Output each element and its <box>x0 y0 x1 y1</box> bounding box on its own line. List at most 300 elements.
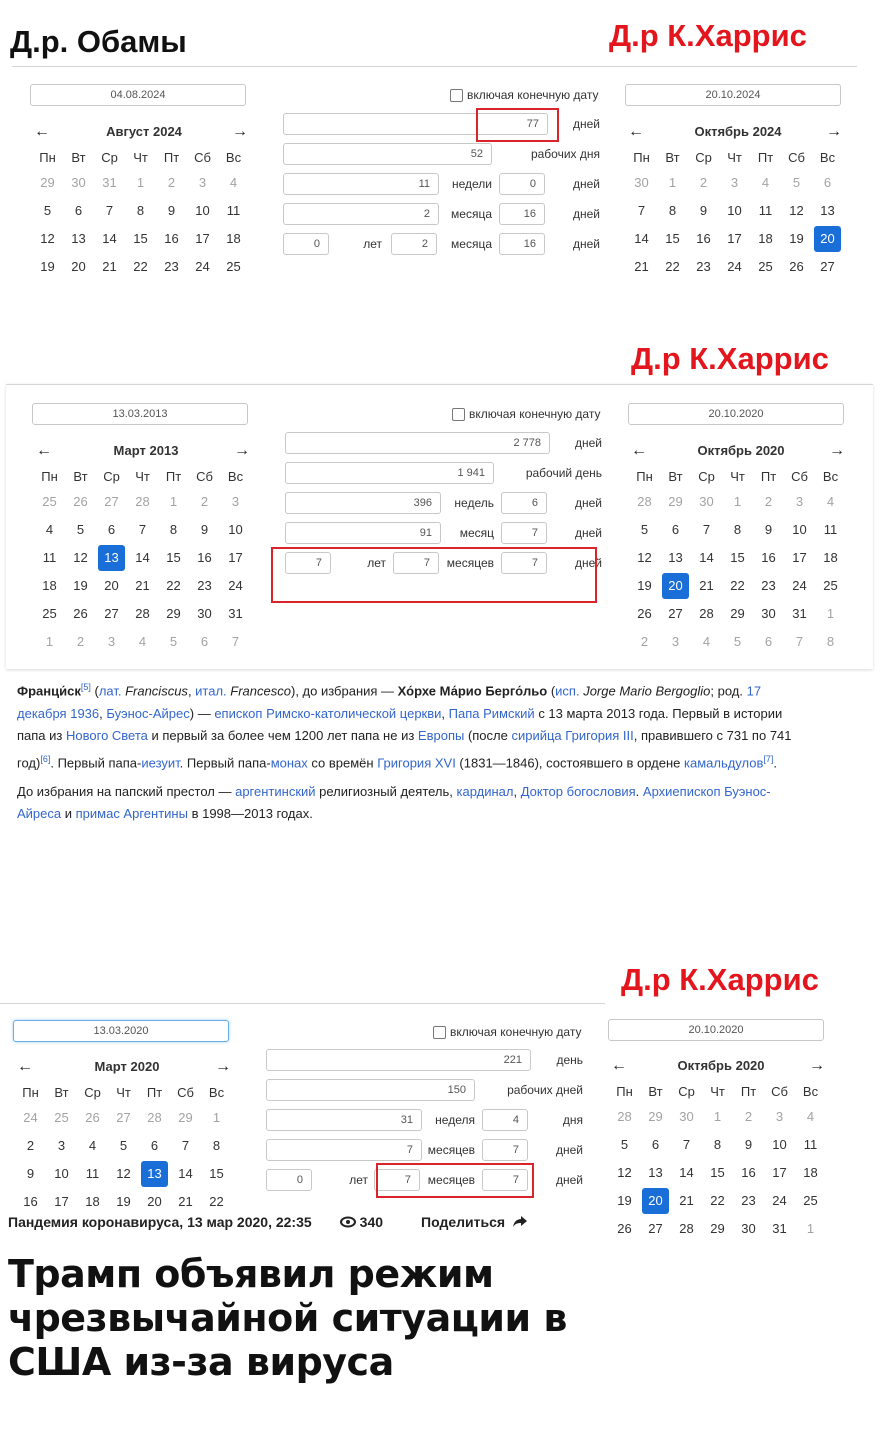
prev-month-arrow-icon[interactable]: ← <box>34 123 50 140</box>
ym-days-field[interactable]: 7 <box>482 1169 528 1191</box>
day-cell[interactable]: 5 <box>119 1138 128 1153</box>
day-cell[interactable]: 18 <box>758 231 773 246</box>
day-cell[interactable]: 11 <box>758 203 773 218</box>
day-cell[interactable]: 9 <box>744 1137 753 1152</box>
ym-days-field[interactable]: 7 <box>501 552 547 574</box>
day-cell[interactable]: 27 <box>116 1110 131 1125</box>
day-cell[interactable]: 9 <box>26 1166 35 1181</box>
day-cell[interactable]: 1 <box>826 606 835 621</box>
article-link[interactable]: 1936 <box>70 705 100 721</box>
article-link[interactable]: монах <box>270 755 308 771</box>
day-cell[interactable]: 1 <box>212 1110 221 1125</box>
months-field[interactable]: 91 <box>285 522 441 544</box>
day-cell[interactable]: 19 <box>637 578 652 593</box>
day-cell[interactable]: 23 <box>197 578 212 593</box>
date-calculator-2 <box>6 384 873 669</box>
day-cell[interactable]: 5 <box>169 634 178 649</box>
day-cell[interactable]: 15 <box>209 1166 224 1181</box>
day-cell[interactable]: 4 <box>88 1138 97 1153</box>
day-cell[interactable]: 25 <box>823 578 838 593</box>
day-cell[interactable]: 1 <box>668 175 677 190</box>
day-cell[interactable]: 26 <box>617 1221 632 1236</box>
weeks-field[interactable]: 11 <box>283 173 439 195</box>
day-cell[interactable]: 24 <box>792 578 807 593</box>
day-cell[interactable]: 11 <box>823 522 838 537</box>
total-days-field[interactable]: 221 <box>266 1049 531 1071</box>
day-cell[interactable]: 30 <box>634 175 649 190</box>
day-cell[interactable]: 6 <box>150 1138 159 1153</box>
day-cell[interactable]: 12 <box>617 1165 632 1180</box>
day-cell[interactable]: 21 <box>634 259 649 274</box>
day-cell[interactable]: 26 <box>789 259 804 274</box>
day-cell[interactable]: 30 <box>71 175 86 190</box>
day-cell[interactable]: 9 <box>200 522 209 537</box>
total-days-field[interactable]: 77 <box>283 113 548 135</box>
calendar-month-title: Март 2020 <box>94 1059 160 1074</box>
day-cell[interactable]: 17 <box>772 1165 787 1180</box>
weeks-days-field[interactable]: 4 <box>482 1109 528 1131</box>
ym-months-field[interactable]: 7 <box>374 1169 420 1191</box>
day-cell[interactable]: 2 <box>200 494 209 509</box>
day-cell[interactable]: 3 <box>795 494 804 509</box>
day-cell[interactable]: 14 <box>102 231 117 246</box>
day-cell[interactable]: 18 <box>803 1165 818 1180</box>
day-cell[interactable]: 22 <box>166 578 181 593</box>
day-cell[interactable]: 21 <box>135 578 150 593</box>
day-cell[interactable]: 11 <box>803 1137 818 1152</box>
day-cell[interactable]: 8 <box>668 203 677 218</box>
left-calendar <box>34 122 254 282</box>
day-cell[interactable]: 16 <box>197 550 212 565</box>
day-cell[interactable]: 28 <box>135 494 150 509</box>
weeks-days-field[interactable]: 6 <box>501 492 547 514</box>
article-link[interactable]: исп. <box>555 683 580 699</box>
weekday-header: Ср <box>698 469 715 484</box>
day-cell[interactable]: 24 <box>195 259 210 274</box>
day-cell[interactable]: 23 <box>741 1193 756 1208</box>
day-cell[interactable]: 15 <box>665 231 680 246</box>
selected-day-cell[interactable]: 13 <box>98 545 125 571</box>
day-cell[interactable]: 14 <box>135 550 150 565</box>
day-cell[interactable]: 8 <box>826 634 835 649</box>
day-cell[interactable]: 15 <box>730 550 745 565</box>
day-cell[interactable]: 6 <box>823 175 832 190</box>
day-cell[interactable]: 8 <box>169 522 178 537</box>
prev-month-arrow-icon[interactable]: ← <box>628 123 644 140</box>
include-end-date-checkbox[interactable] <box>450 88 598 102</box>
day-cell[interactable]: 10 <box>792 522 807 537</box>
day-cell[interactable]: 13 <box>648 1165 663 1180</box>
day-cell[interactable]: 2 <box>744 1109 753 1124</box>
day-cell[interactable]: 25 <box>42 494 57 509</box>
day-cell[interactable]: 31 <box>772 1221 787 1236</box>
harris-birthday-label-2: Д.р К.Харрис <box>631 341 829 376</box>
next-month-arrow-icon[interactable]: → <box>232 123 248 140</box>
day-cell[interactable]: 29 <box>166 606 181 621</box>
next-month-arrow-icon[interactable]: → <box>234 442 250 459</box>
day-cell[interactable]: 30 <box>679 1109 694 1124</box>
day-cell[interactable]: 11 <box>85 1166 100 1181</box>
ym-months-field[interactable]: 7 <box>393 552 439 574</box>
day-cell[interactable]: 3 <box>730 175 739 190</box>
day-cell[interactable]: 3 <box>107 634 116 649</box>
day-cell[interactable]: 25 <box>226 259 241 274</box>
day-cell[interactable]: 15 <box>710 1165 725 1180</box>
start-date-input[interactable]: 04.08.2024 <box>30 84 246 106</box>
day-cell[interactable]: 27 <box>648 1221 663 1236</box>
day-cell[interactable]: 12 <box>116 1166 131 1181</box>
months-field[interactable]: 7 <box>266 1139 422 1161</box>
share-button[interactable] <box>421 1214 528 1230</box>
article-text: ( <box>547 683 556 699</box>
day-cell[interactable]: 17 <box>792 550 807 565</box>
next-month-arrow-icon[interactable]: → <box>829 442 845 459</box>
day-cell[interactable]: 5 <box>620 1137 629 1152</box>
include-end-date-label: включая конечную дату <box>469 407 601 421</box>
article-link[interactable]: итал. <box>195 683 227 699</box>
day-cell[interactable]: 25 <box>803 1193 818 1208</box>
day-cell[interactable]: 29 <box>668 494 683 509</box>
start-date-input[interactable]: 13.03.2020 <box>13 1020 229 1042</box>
day-cell[interactable]: 9 <box>699 203 708 218</box>
day-cell[interactable]: 18 <box>823 550 838 565</box>
day-cell[interactable]: 10 <box>54 1166 69 1181</box>
article-link[interactable]: Европы <box>417 728 465 744</box>
day-cell[interactable]: 7 <box>138 522 147 537</box>
day-cell[interactable]: 10 <box>195 203 210 218</box>
day-cell[interactable]: 14 <box>699 550 714 565</box>
day-cell[interactable]: 22 <box>730 578 745 593</box>
day-cell[interactable]: 3 <box>198 175 207 190</box>
day-cell[interactable]: 22 <box>209 1194 224 1209</box>
day-cell[interactable]: 12 <box>73 550 88 565</box>
day-cell[interactable]: 15 <box>166 550 181 565</box>
day-cell[interactable]: 8 <box>713 1137 722 1152</box>
day-cell[interactable]: 16 <box>164 231 179 246</box>
day-cell[interactable]: 13 <box>71 231 86 246</box>
day-cell[interactable]: 17 <box>228 550 243 565</box>
workdays-field[interactable]: 150 <box>266 1079 475 1101</box>
calendar-header <box>36 441 256 461</box>
day-cell[interactable]: 6 <box>74 203 83 218</box>
day-cell[interactable]: 27 <box>104 494 119 509</box>
day-cell[interactable]: 28 <box>617 1109 632 1124</box>
day-cell[interactable]: 20 <box>71 259 86 274</box>
day-cell[interactable]: 31 <box>102 175 117 190</box>
article-link[interactable]: Доктор богословия <box>520 783 636 799</box>
months-days-field[interactable]: 16 <box>499 203 545 225</box>
day-cell[interactable]: 9 <box>764 522 773 537</box>
day-cell[interactable]: 12 <box>40 231 55 246</box>
day-cell[interactable]: 7 <box>105 203 114 218</box>
day-cell[interactable]: 10 <box>772 1137 787 1152</box>
article-link[interactable]: Архиепископ Буэнос-Айреса <box>17 783 771 822</box>
prev-month-arrow-icon[interactable]: ← <box>611 1057 627 1074</box>
day-cell[interactable]: 25 <box>758 259 773 274</box>
day-cell[interactable]: 29 <box>710 1221 725 1236</box>
day-cell[interactable]: 7 <box>231 634 240 649</box>
start-date-input[interactable]: 13.03.2013 <box>32 403 248 425</box>
day-cell[interactable]: 6 <box>671 522 680 537</box>
day-cell[interactable]: 1 <box>136 175 145 190</box>
day-cell[interactable]: 4 <box>826 494 835 509</box>
day-cell[interactable]: 19 <box>789 231 804 246</box>
day-cell[interactable]: 16 <box>741 1165 756 1180</box>
day-cell[interactable]: 18 <box>226 231 241 246</box>
day-cell[interactable]: 2 <box>699 175 708 190</box>
calendar-header <box>611 1056 831 1076</box>
day-cell[interactable]: 26 <box>73 606 88 621</box>
weeks-days-field[interactable]: 0 <box>499 173 545 195</box>
article-link[interactable]: сирийца <box>511 728 562 744</box>
day-cell[interactable]: 21 <box>679 1193 694 1208</box>
selected-day-cell[interactable]: 20 <box>814 226 841 252</box>
include-end-date-checkbox[interactable] <box>452 407 600 421</box>
reference-link[interactable]: [7] <box>763 753 774 764</box>
day-cell[interactable]: 23 <box>696 259 711 274</box>
day-cell[interactable]: 27 <box>104 606 119 621</box>
day-cell[interactable]: 8 <box>733 522 742 537</box>
day-cell[interactable]: 26 <box>85 1110 100 1125</box>
article-text: . Первый папа- <box>179 755 271 771</box>
day-cell[interactable]: 2 <box>764 494 773 509</box>
article-link[interactable]: аргентинский <box>235 783 316 799</box>
day-cell[interactable]: 30 <box>699 494 714 509</box>
day-cell[interactable]: 7 <box>795 634 804 649</box>
weeks-field[interactable]: 31 <box>266 1109 422 1131</box>
day-cell[interactable]: 23 <box>164 259 179 274</box>
day-cell[interactable]: 18 <box>42 578 57 593</box>
day-cell[interactable]: 4 <box>761 175 770 190</box>
day-cell[interactable]: 2 <box>167 175 176 190</box>
day-cell[interactable]: 1 <box>733 494 742 509</box>
day-cell[interactable]: 28 <box>135 606 150 621</box>
day-cell[interactable]: 2 <box>640 634 649 649</box>
day-cell[interactable]: 29 <box>40 175 55 190</box>
reference-link[interactable]: [5] <box>80 682 91 692</box>
day-cell[interactable]: 3 <box>775 1109 784 1124</box>
day-cell[interactable]: 17 <box>54 1194 69 1209</box>
day-cell[interactable]: 4 <box>806 1109 815 1124</box>
day-cell[interactable]: 14 <box>679 1165 694 1180</box>
day-cell[interactable]: 17 <box>727 231 742 246</box>
day-cell[interactable]: 29 <box>648 1109 663 1124</box>
day-cell[interactable]: 8 <box>136 203 145 218</box>
day-cell[interactable]: 30 <box>197 606 212 621</box>
day-cell[interactable]: 28 <box>699 606 714 621</box>
day-cell[interactable]: 29 <box>730 606 745 621</box>
prev-month-arrow-icon[interactable]: ← <box>631 442 647 459</box>
day-cell[interactable]: 13 <box>668 550 683 565</box>
article-link[interactable]: Буэнос-Айрес <box>106 705 190 721</box>
day-cell[interactable]: 20 <box>147 1194 162 1209</box>
day-cell[interactable]: 24 <box>228 578 243 593</box>
selected-day-cell[interactable]: 13 <box>141 1161 168 1187</box>
day-cell[interactable]: 6 <box>764 634 773 649</box>
day-cell[interactable]: 22 <box>133 259 148 274</box>
day-cell[interactable]: 19 <box>40 259 55 274</box>
weeks-field[interactable]: 396 <box>285 492 441 514</box>
day-cell[interactable]: 16 <box>761 550 776 565</box>
months-days-label: дней <box>572 207 600 221</box>
article-link[interactable]: примас Аргентины <box>75 806 188 822</box>
day-cell[interactable]: 11 <box>226 203 241 218</box>
next-month-arrow-icon[interactable]: → <box>826 123 842 140</box>
day-cell[interactable]: 12 <box>637 550 652 565</box>
months-label: месяцев <box>427 1143 475 1157</box>
months-days-field[interactable]: 7 <box>501 522 547 544</box>
selected-day-cell[interactable]: 20 <box>662 573 689 599</box>
day-cell[interactable]: 1 <box>169 494 178 509</box>
day-cell[interactable]: 26 <box>637 606 652 621</box>
day-cell[interactable]: 28 <box>679 1221 694 1236</box>
next-month-arrow-icon[interactable]: → <box>215 1058 231 1075</box>
article-link[interactable]: лат. <box>98 683 122 699</box>
day-cell[interactable]: 22 <box>665 259 680 274</box>
day-cell[interactable]: 6 <box>200 634 209 649</box>
day-cell[interactable]: 10 <box>228 522 243 537</box>
day-cell[interactable]: 4 <box>45 522 54 537</box>
workdays-field[interactable]: 52 <box>283 143 492 165</box>
day-cell[interactable]: 21 <box>699 578 714 593</box>
day-cell[interactable]: 3 <box>57 1138 66 1153</box>
years-field[interactable]: 0 <box>266 1169 312 1191</box>
day-cell[interactable]: 21 <box>102 259 117 274</box>
day-cell[interactable]: 20 <box>104 578 119 593</box>
article-text: в 1998—2013 годах. <box>187 806 313 822</box>
news-category-date: Пандемия коронавируса, 13 мар 2020, 22:35 <box>8 1214 312 1230</box>
workdays-field[interactable]: 1 941 <box>285 462 494 484</box>
article-link[interactable]: Папа Римский <box>448 705 535 721</box>
day-cell[interactable]: 19 <box>617 1193 632 1208</box>
day-cell[interactable]: 24 <box>772 1193 787 1208</box>
day-cell[interactable]: 12 <box>789 203 804 218</box>
day-cell[interactable]: 7 <box>682 1137 691 1152</box>
day-cell[interactable]: 19 <box>73 578 88 593</box>
day-cell[interactable]: 16 <box>696 231 711 246</box>
day-cell[interactable]: 1 <box>45 634 54 649</box>
day-cell[interactable]: 7 <box>702 522 711 537</box>
day-cell[interactable]: 3 <box>231 494 240 509</box>
day-cell[interactable]: 8 <box>212 1138 221 1153</box>
years-field[interactable]: 0 <box>283 233 329 255</box>
article-link[interactable]: 17 декабря <box>17 683 762 721</box>
article-text: Хо́рхе Ма́рио Берго́льо <box>397 683 548 699</box>
day-cell[interactable]: 24 <box>23 1110 38 1125</box>
day-cell[interactable]: 21 <box>178 1194 193 1209</box>
day-cell[interactable]: 5 <box>76 522 85 537</box>
article-link[interactable]: Григория III <box>565 728 634 744</box>
day-cell[interactable]: 5 <box>792 175 801 190</box>
day-cell[interactable]: 6 <box>651 1137 660 1152</box>
article-link[interactable]: Нового Света <box>66 728 148 744</box>
day-cell[interactable]: 25 <box>54 1110 69 1125</box>
day-cell[interactable]: 4 <box>229 175 238 190</box>
day-cell[interactable]: 4 <box>138 634 147 649</box>
day-cell[interactable]: 6 <box>107 522 116 537</box>
weekday-header: Чт <box>135 469 150 484</box>
day-cell[interactable]: 2 <box>76 634 85 649</box>
day-cell[interactable]: 22 <box>710 1193 725 1208</box>
ym-months-field[interactable]: 2 <box>391 233 437 255</box>
day-cell[interactable]: 15 <box>133 231 148 246</box>
article-text: (1831—1846), состоявшего в ордене <box>455 755 684 771</box>
day-cell[interactable]: 11 <box>42 550 57 565</box>
day-cell[interactable]: 7 <box>637 203 646 218</box>
day-cell[interactable]: 28 <box>637 494 652 509</box>
checkbox-box[interactable] <box>433 1026 446 1039</box>
day-cell[interactable]: 7 <box>181 1138 190 1153</box>
article-link[interactable]: Римско-католической церкви <box>266 705 442 721</box>
day-cell[interactable]: 14 <box>634 231 649 246</box>
day-cell[interactable]: 16 <box>23 1194 38 1209</box>
day-cell[interactable]: 26 <box>73 494 88 509</box>
years-field[interactable]: 7 <box>285 552 331 574</box>
weekday-header: Пт <box>760 469 777 484</box>
ym-days-field[interactable]: 16 <box>499 233 545 255</box>
end-date-input[interactable]: 20.10.2020 <box>608 1019 824 1041</box>
day-cell[interactable]: 13 <box>820 203 835 218</box>
day-cell[interactable]: 3 <box>671 634 680 649</box>
include-end-date-checkbox[interactable] <box>433 1025 581 1039</box>
day-cell[interactable]: 19 <box>116 1194 131 1209</box>
day-cell[interactable]: 30 <box>761 606 776 621</box>
day-cell[interactable]: 31 <box>792 606 807 621</box>
day-cell[interactable]: 29 <box>178 1110 193 1125</box>
day-cell[interactable]: 27 <box>820 259 835 274</box>
day-cell[interactable]: 24 <box>727 259 742 274</box>
day-cell[interactable]: 1 <box>713 1109 722 1124</box>
prev-month-arrow-icon[interactable]: ← <box>17 1058 33 1075</box>
total-days-field[interactable]: 2 778 <box>285 432 550 454</box>
article-link[interactable]: епископ <box>214 705 263 721</box>
selected-day-cell[interactable]: 20 <box>642 1188 669 1214</box>
end-date-input[interactable]: 20.10.2020 <box>628 403 844 425</box>
day-cell[interactable]: 4 <box>702 634 711 649</box>
day-cell[interactable]: 5 <box>43 203 52 218</box>
day-cell[interactable]: 17 <box>195 231 210 246</box>
end-date-input[interactable]: 20.10.2024 <box>625 84 841 106</box>
day-cell[interactable]: 1 <box>806 1221 815 1236</box>
next-month-arrow-icon[interactable]: → <box>809 1057 825 1074</box>
prev-month-arrow-icon[interactable]: ← <box>36 442 52 459</box>
eye-icon <box>340 1216 356 1228</box>
day-cell[interactable]: 10 <box>727 203 742 218</box>
article-link[interactable]: Григория XVI <box>377 755 456 771</box>
months-days-field[interactable]: 7 <box>482 1139 528 1161</box>
day-cell[interactable]: 5 <box>733 634 742 649</box>
checkbox-box[interactable] <box>450 89 463 102</box>
day-cell[interactable]: 14 <box>178 1166 193 1181</box>
day-cell[interactable]: 2 <box>26 1138 35 1153</box>
day-cell[interactable]: 18 <box>85 1194 100 1209</box>
article-link[interactable]: камальдулов <box>683 755 764 771</box>
article-link[interactable]: иезуит <box>141 755 180 771</box>
months-field[interactable]: 2 <box>283 203 439 225</box>
day-cell[interactable]: 25 <box>42 606 57 621</box>
checkbox-box[interactable] <box>452 408 465 421</box>
day-cell[interactable]: 28 <box>147 1110 162 1125</box>
day-cell[interactable]: 5 <box>640 522 649 537</box>
day-cell[interactable]: 27 <box>668 606 683 621</box>
weekday-header: Вс <box>819 150 836 165</box>
day-cell[interactable]: 9 <box>167 203 176 218</box>
reference-link[interactable]: [6] <box>40 753 51 764</box>
day-cell[interactable]: 30 <box>741 1221 756 1236</box>
day-cell[interactable]: 31 <box>228 606 243 621</box>
day-cell[interactable]: 23 <box>761 578 776 593</box>
article-link[interactable]: кардинал <box>456 783 514 799</box>
